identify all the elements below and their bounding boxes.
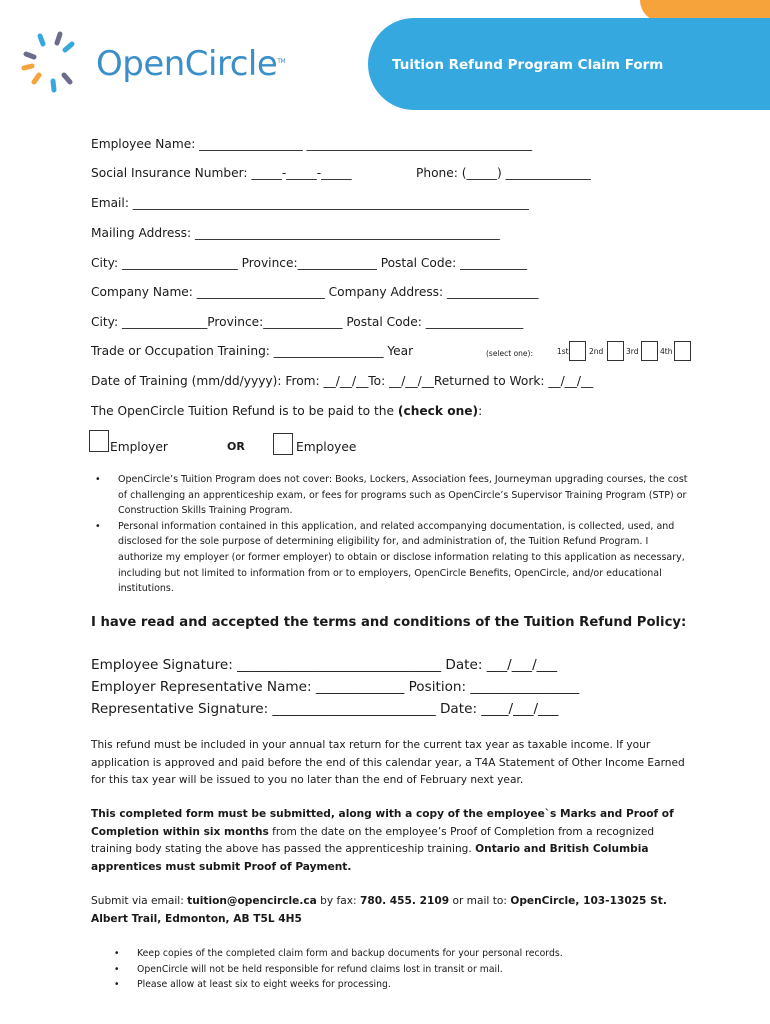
phone-field[interactable]: Phone: (_____) ______________ <box>416 166 591 180</box>
year-2-checkbox[interactable] <box>607 341 624 361</box>
list-item: • Please allow at least six to eight weeks for processing. <box>110 977 710 993</box>
employee-label: Employee <box>296 440 357 454</box>
submission-paragraph: This completed form must be submitted, along with a copy of the employee`s Marks and Proof of Completion within six months from the date on the employee’s Proof of Completion from a recognized training body stating the above has passed the apprenticeship training. Ontario and British Columbia apprentices must submit Proof of Payment. <box>91 808 674 873</box>
terms-heading: I have read and accepted the terms and conditions of the Tuition Refund Policy: <box>91 615 687 630</box>
employee-signature-field[interactable]: Employee Signature: ______________________________ Date: ___/___/___ <box>91 657 558 673</box>
year-1-checkbox[interactable] <box>569 341 586 361</box>
contact-email[interactable]: tuition@opencircle.ca <box>187 895 317 907</box>
company-field[interactable]: Company Name: _____________________ Company Address: _______________ <box>91 285 539 299</box>
list-item: • Personal information contained in this application, and related accompanying documentation, is collected, used, and disclosed for the sole purpose of determining eligibility for, and administration of, the Tuition Refund Program. I authorize my employer (or former employer) to obtain or disclose information relating to this application as necessary, including but not limited to information from or to employers, OpenCircle Benefits, OpenCircle, and/or educational institutions. <box>91 519 691 597</box>
opencircle-logo-icon <box>20 30 84 94</box>
year-4-checkbox[interactable] <box>674 341 691 361</box>
select-one-hint: (select one): <box>486 349 534 358</box>
sin-field[interactable]: Social Insurance Number: _____-_____-_____ <box>91 166 352 180</box>
employer-label: Employer <box>110 440 168 454</box>
trade-field[interactable]: Trade or Occupation Training: __________________ Year <box>91 344 414 358</box>
mailing-address-field[interactable]: Mailing Address: __________________________________________________ <box>91 226 500 240</box>
form-title: Tuition Refund Program Claim Form <box>392 57 664 73</box>
logo-wordmark: OpenCircle™ <box>96 44 286 84</box>
tax-paragraph: This refund must be included in your annual tax return for the current tax year as taxable income. If your application is approved and paid before the end of this calendar year, a T4A Statement of Other Income Earned for this tax year will be issued to you no later than the end of February next year. <box>91 739 685 786</box>
list-item: • Keep copies of the completed claim form and backup documents for your personal records. <box>110 946 710 962</box>
city-province-postal-field[interactable]: City: ___________________ Province:_____________ Postal Code: ___________ <box>91 256 528 270</box>
final-notes <box>110 946 710 993</box>
employee-checkbox[interactable] <box>273 433 293 455</box>
rep-signature-field[interactable]: Representative Signature: ________________________ Date: ____/___/___ <box>91 701 559 717</box>
list-item: • OpenCircle will not be held responsible for refund claims lost in transit or mail. <box>110 962 710 978</box>
program-notes <box>91 472 691 597</box>
email-field[interactable]: Email: _________________________________________________________________ <box>91 196 529 210</box>
year-1-label: 1st <box>557 347 569 356</box>
employer-checkbox[interactable] <box>89 430 109 452</box>
year-3-checkbox[interactable] <box>641 341 658 361</box>
training-dates-field[interactable]: Date of Training (mm/dd/yyyy): From: __/__/__To: __/__/__Returned to Work: __/__/__ <box>91 374 594 388</box>
contact-address: OpenCircle, 103-13025 St. Albert Trail, Edmonton, AB T5L 4H5 <box>91 895 667 925</box>
year-3-label: 3rd <box>626 347 639 356</box>
year-2-label: 2nd <box>589 347 604 356</box>
year-4-label: 4th <box>660 347 673 356</box>
contact-paragraph: Submit via email: tuition@opencircle.ca by fax: 780. 455. 2109 or mail to: OpenCircle, 103-13025 St. Albert Trail, Edmonton, AB T5L 4H5 <box>91 895 667 925</box>
employer-rep-name-field[interactable]: Employer Representative Name: _____________ Position: ________________ <box>91 679 580 695</box>
list-item: • OpenCircle’s Tuition Program does not cover: Books, Lockers, Association fees, Journeyman upgrading courses, the cost of challenging an apprenticeship exam, or fees for programs such as OpenCircle’s Supervisor Training Program (STP) or Construction Skills Training Program. <box>91 472 691 519</box>
company-city-province-postal-field[interactable]: City: ______________Province:_____________ Postal Code: ________________ <box>91 315 524 329</box>
employee-name-field[interactable]: Employee Name: _________________ _____________________________________ <box>91 137 533 151</box>
paid-to-instruction: The OpenCircle Tuition Refund is to be paid to the (check one): <box>91 404 483 418</box>
contact-fax: 780. 455. 2109 <box>359 895 450 907</box>
or-label: OR <box>227 440 245 453</box>
